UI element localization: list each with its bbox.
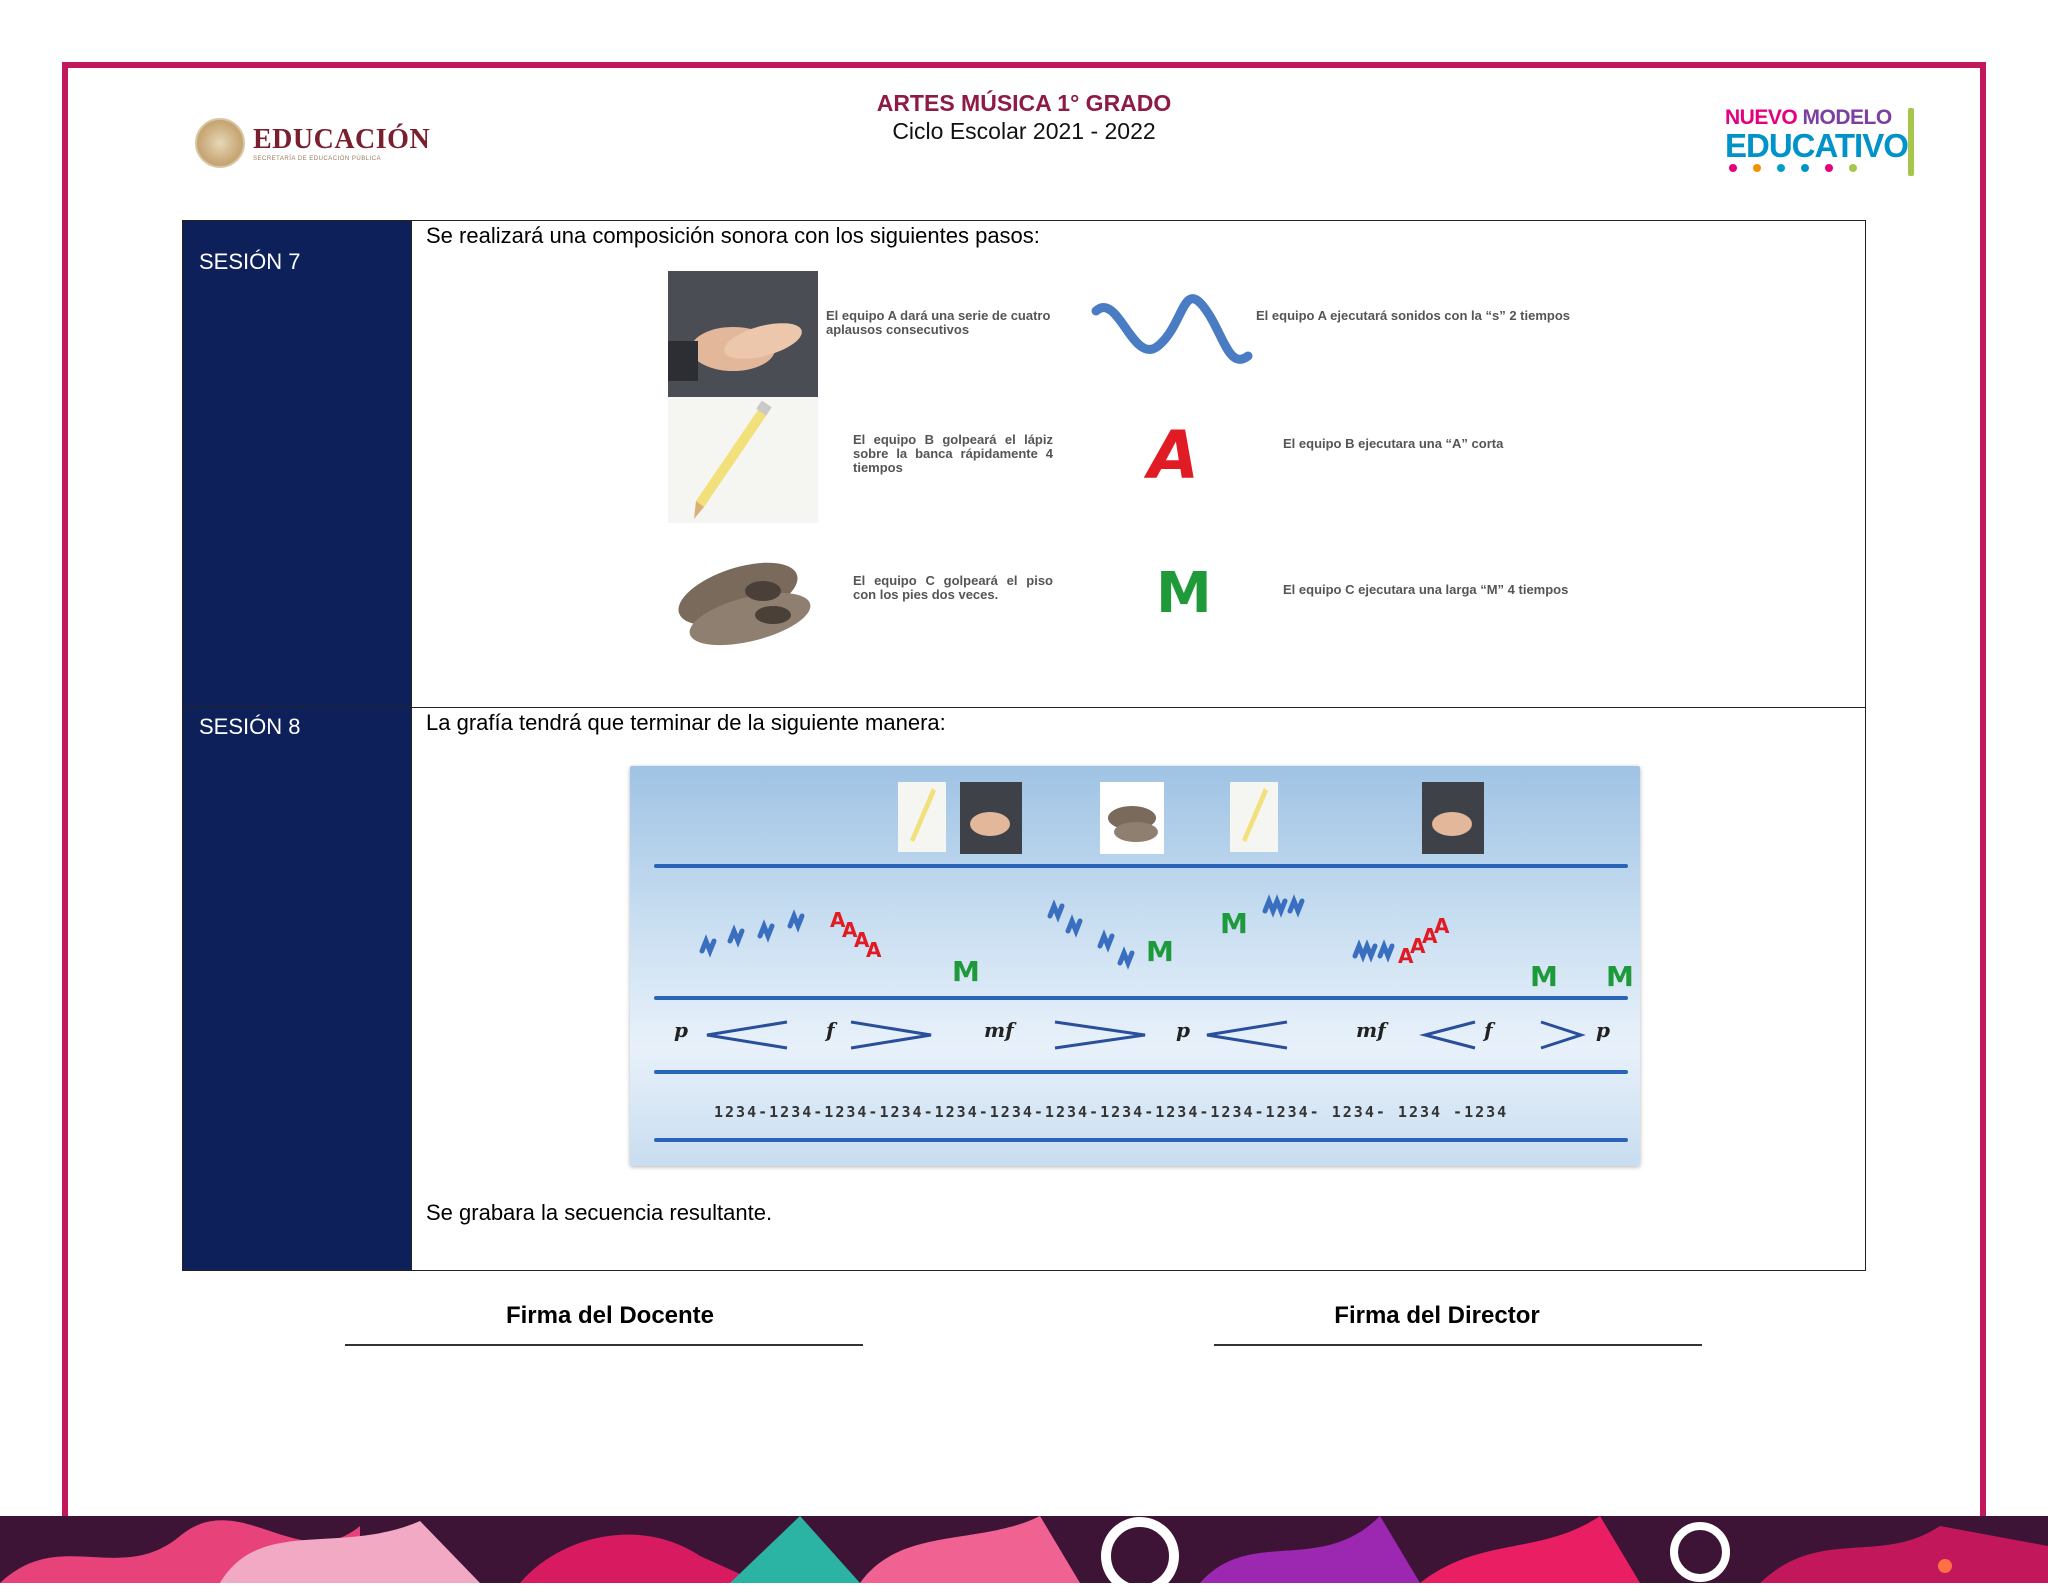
dynamic-marking: p [674,1018,688,1042]
step-text: El equipo C golpeará el piso con los pies dos veces. [853,573,1053,602]
session-row [183,708,1866,1271]
svg-text:M: M [1220,907,1248,940]
svg-text:A: A [854,928,870,952]
dynamic-marking: mf [984,1018,1014,1042]
session-label: SESIÓN 8 [199,714,301,739]
dynamic-marking: mf [1356,1018,1386,1042]
director-signature-label: Firma del Director [1334,1302,1540,1329]
svg-text:A: A [866,938,882,962]
score-line [654,996,1628,1000]
score-line [654,864,1628,868]
session-intro: Se realizará una composición sonora con los siguientes pasos: [426,223,1040,248]
session-label-cell [183,221,412,708]
sep-logo [195,118,430,168]
dynamic-marking: p [1596,1018,1610,1042]
session-intro: La grafía tendrá que terminar de la siguiente manera: [426,710,946,735]
step-text: El equipo A dará una serie de cuatro aplausos consecutivos [826,308,1051,337]
svg-text:M: M [1606,960,1634,993]
director-signature-line [1214,1344,1702,1346]
svg-text:A: A [1410,934,1426,958]
s-wave-icon [1088,281,1258,371]
document-title: ARTES MÚSICA 1° GRADO [876,90,1172,116]
step-symbol-text: El equipo C ejecutara una larga “M” 4 tiempos [1283,582,1569,597]
crescendo-icon [1420,1020,1480,1050]
nme-logo-bar [1908,108,1914,176]
sep-logo-subtitle: SECRETARÍA DE EDUCACIÓN PÚBLICA [253,156,382,162]
crescendo-icon [1202,1020,1292,1050]
step-text: El equipo B golpeará el lápiz sobre la banca rápidamente 4 tiempos [853,432,1053,475]
school-year: Ciclo Escolar 2021 - 2022 [892,118,1156,144]
beat-counts: 1234-1234-1234-1234-1234-1234-1234-1234-1234-1234-1234- 1234- 1234 -1234 [714,1103,1509,1121]
hands-clapping-icon [960,782,1008,852]
shoes-icon [1100,782,1148,852]
svg-text:A: A [842,918,858,942]
hands-clapping-icon [668,271,818,403]
svg-text:A: A [1398,944,1414,968]
crescendo-icon [702,1020,792,1050]
session-outro: Se grabara la secuencia resultante. [426,1200,773,1225]
composition-steps [668,249,1598,679]
graffiti-pattern-icon [0,1516,2048,1583]
step-symbol-text: El equipo B ejecutara una “A” corta [1283,436,1504,451]
nme-logo-word-1: NUEVO [1725,106,1798,129]
sound-symbols [690,881,1634,993]
session-label: SESIÓN 7 [199,249,301,274]
sessions-table [182,220,1866,1271]
nme-logo-dots [1729,164,1925,172]
session-content-cell [412,221,1866,708]
teacher-signature-label: Firma del Docente [505,1302,715,1329]
document-header [740,90,1308,145]
score-line [654,1070,1628,1074]
pencil-icon [668,397,818,523]
svg-text:M: M [1530,960,1558,993]
session-row [183,221,1866,708]
sep-logo-name: EDUCACIÓN [253,124,431,155]
svg-text:M: M [1146,935,1174,968]
hands-clapping-icon [1422,782,1470,852]
step-symbol-text: El equipo A ejecutará sonidos con la “s” 2 tiempos [1256,308,1570,323]
nuevo-modelo-educativo-logo [1725,106,1925,182]
nme-logo-word-2: MODELO [1802,106,1892,129]
svg-text:A: A [1422,924,1438,948]
national-seal-icon [195,118,245,168]
decrescendo-icon [1536,1020,1586,1050]
shoes-icon [668,539,818,651]
letter-a-symbol: A [1148,417,1200,494]
decrescendo-icon [846,1020,936,1050]
nme-logo-word-3: EDUCATIVO [1725,127,1908,164]
sound-score-graphic [630,766,1640,1166]
svg-text:M: M [952,955,980,988]
decorative-footer-art [0,1516,2048,1583]
session-label-cell [183,708,412,1271]
score-line [654,1138,1628,1142]
letter-m-symbol: M [1156,561,1212,626]
svg-text:A: A [1434,914,1450,938]
pencil-icon [1230,782,1278,852]
session-content-cell [412,708,1866,1271]
teacher-signature-line [345,1344,863,1346]
dynamic-marking: f [1484,1018,1493,1042]
decrescendo-icon [1050,1020,1150,1050]
dynamic-marking: p [1176,1018,1190,1042]
pencil-icon [898,782,946,852]
dynamic-marking: f [826,1018,835,1042]
svg-text:A: A [830,908,846,932]
